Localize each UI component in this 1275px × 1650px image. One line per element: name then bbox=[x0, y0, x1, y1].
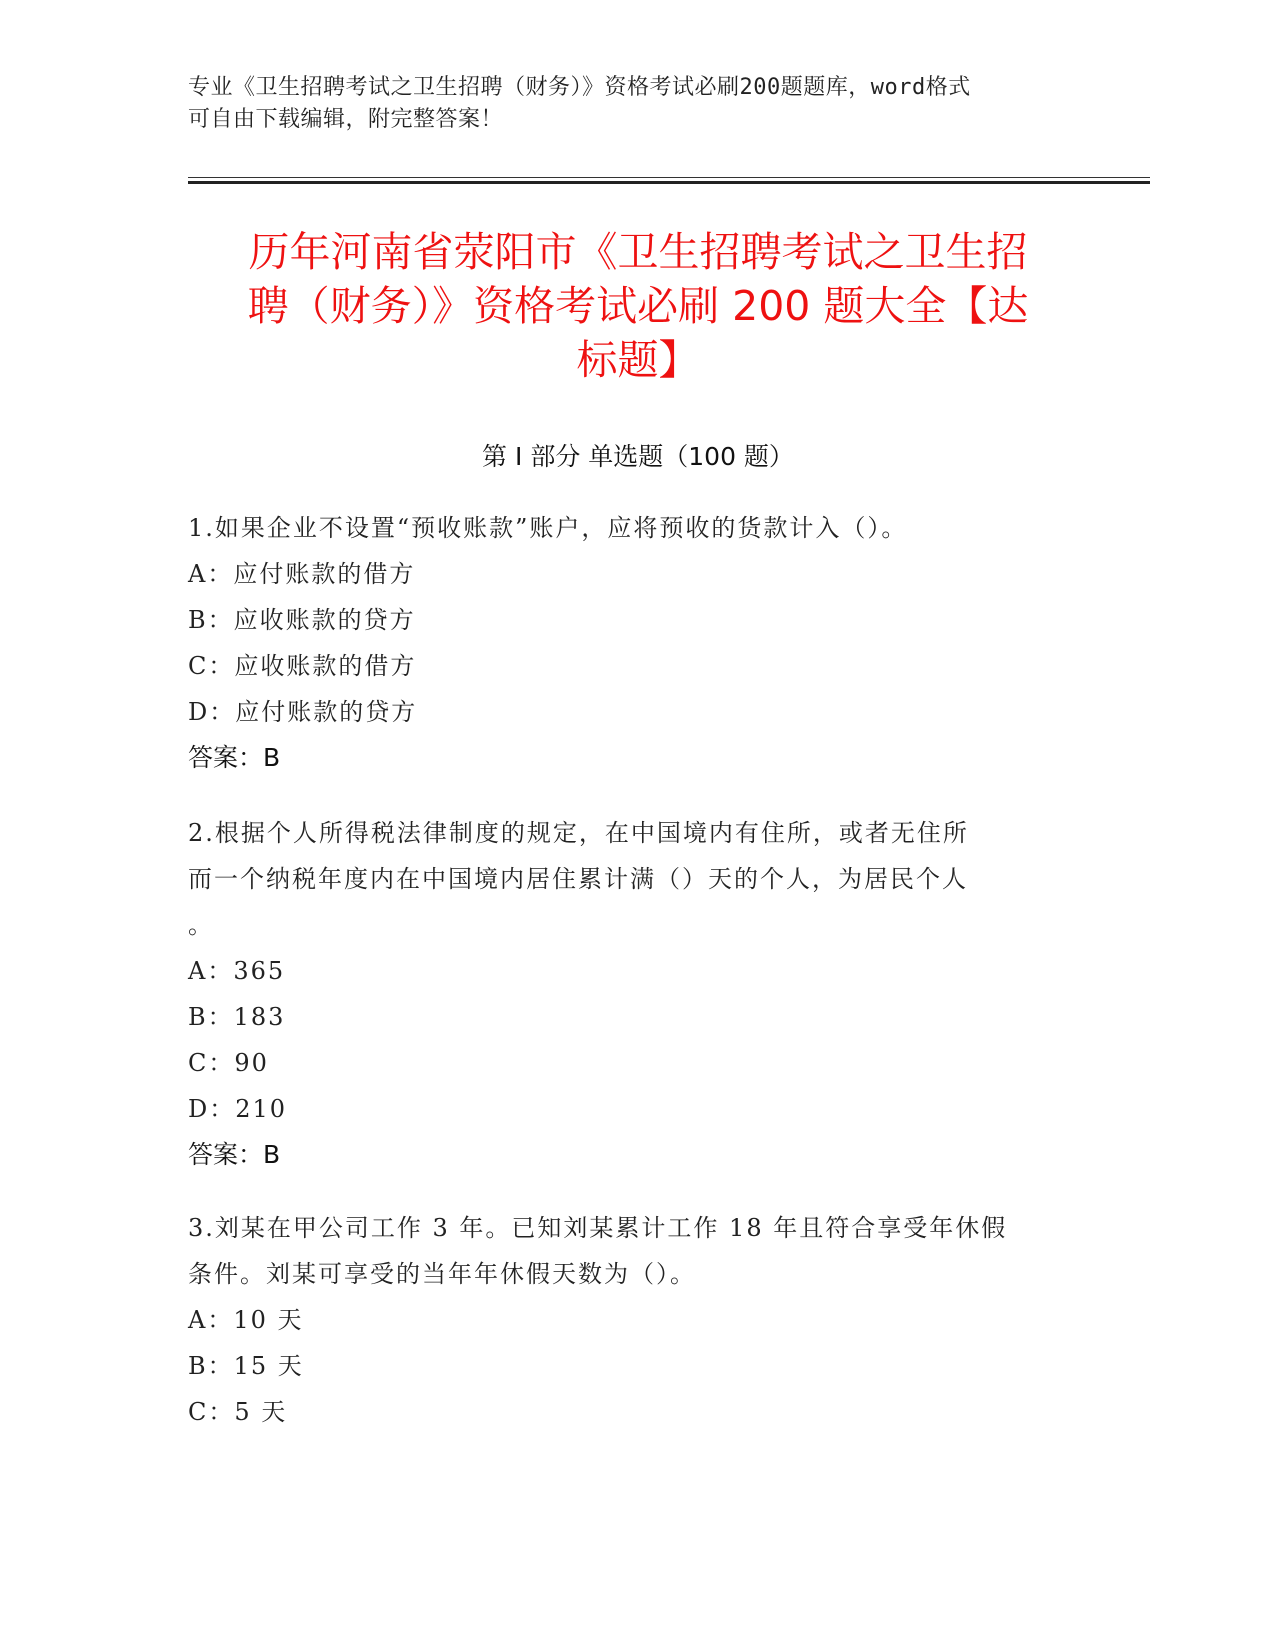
option-b: B：15 天 bbox=[188, 1352, 304, 1380]
question-text: 2.根据个人所得税法律制度的规定，在中国境内有住所，或者无住所 bbox=[188, 819, 969, 847]
header-divider-thick bbox=[188, 181, 1150, 184]
question-text: 3.刘某在甲公司工作 3 年。已知刘某累计工作 18 年且符合享受年休假 bbox=[188, 1214, 1008, 1242]
option-c: C：应收账款的借方 bbox=[188, 652, 417, 680]
option-d: D：应付账款的贷方 bbox=[188, 698, 418, 726]
option-b: B：183 bbox=[188, 1003, 286, 1031]
document-title-line: 聘（财务）》资格考试必刷 200 题大全【达 bbox=[247, 282, 1029, 330]
header-divider-thin bbox=[188, 177, 1150, 178]
option-a: A：10 天 bbox=[188, 1306, 304, 1334]
header-note-line: 专业《卫生招聘考试之卫生招聘（财务）》资格考试必刷200题题库，word格式 bbox=[188, 75, 971, 100]
option-d: D：210 bbox=[188, 1095, 288, 1123]
header-note bbox=[188, 72, 1088, 136]
document-title-line: 历年河南省荥阳市《卫生招聘考试之卫生招 bbox=[248, 228, 1028, 276]
question-text: 1.如果企业不设置“预收账款”账户，应将预收的货款计入（）。 bbox=[188, 514, 908, 542]
question-1 bbox=[188, 505, 1088, 781]
option-a: A：365 bbox=[188, 957, 286, 985]
document-title-line: 标题】 bbox=[576, 336, 700, 384]
answer: 答案：B bbox=[188, 1140, 281, 1169]
document-title bbox=[188, 225, 1088, 387]
question-text: 。 bbox=[188, 911, 214, 939]
option-c: C：5 天 bbox=[188, 1398, 288, 1426]
option-c: C：90 bbox=[188, 1049, 269, 1077]
question-2 bbox=[188, 810, 1088, 1178]
option-b: B：应收账款的贷方 bbox=[188, 606, 416, 634]
question-text: 而一个纳税年度内在中国境内居住累计满（）天的个人，为居民个人 bbox=[188, 865, 968, 893]
answer: 答案：B bbox=[188, 743, 281, 772]
section-heading: 第 I 部分 单选题（100 题） bbox=[482, 442, 794, 471]
question-text: 条件。刘某可享受的当年年休假天数为（）。 bbox=[188, 1260, 696, 1288]
option-a: A：应付账款的借方 bbox=[188, 560, 416, 588]
question-3 bbox=[188, 1205, 1088, 1435]
header-note-line: 可自由下载编辑，附完整答案！ bbox=[188, 107, 504, 132]
